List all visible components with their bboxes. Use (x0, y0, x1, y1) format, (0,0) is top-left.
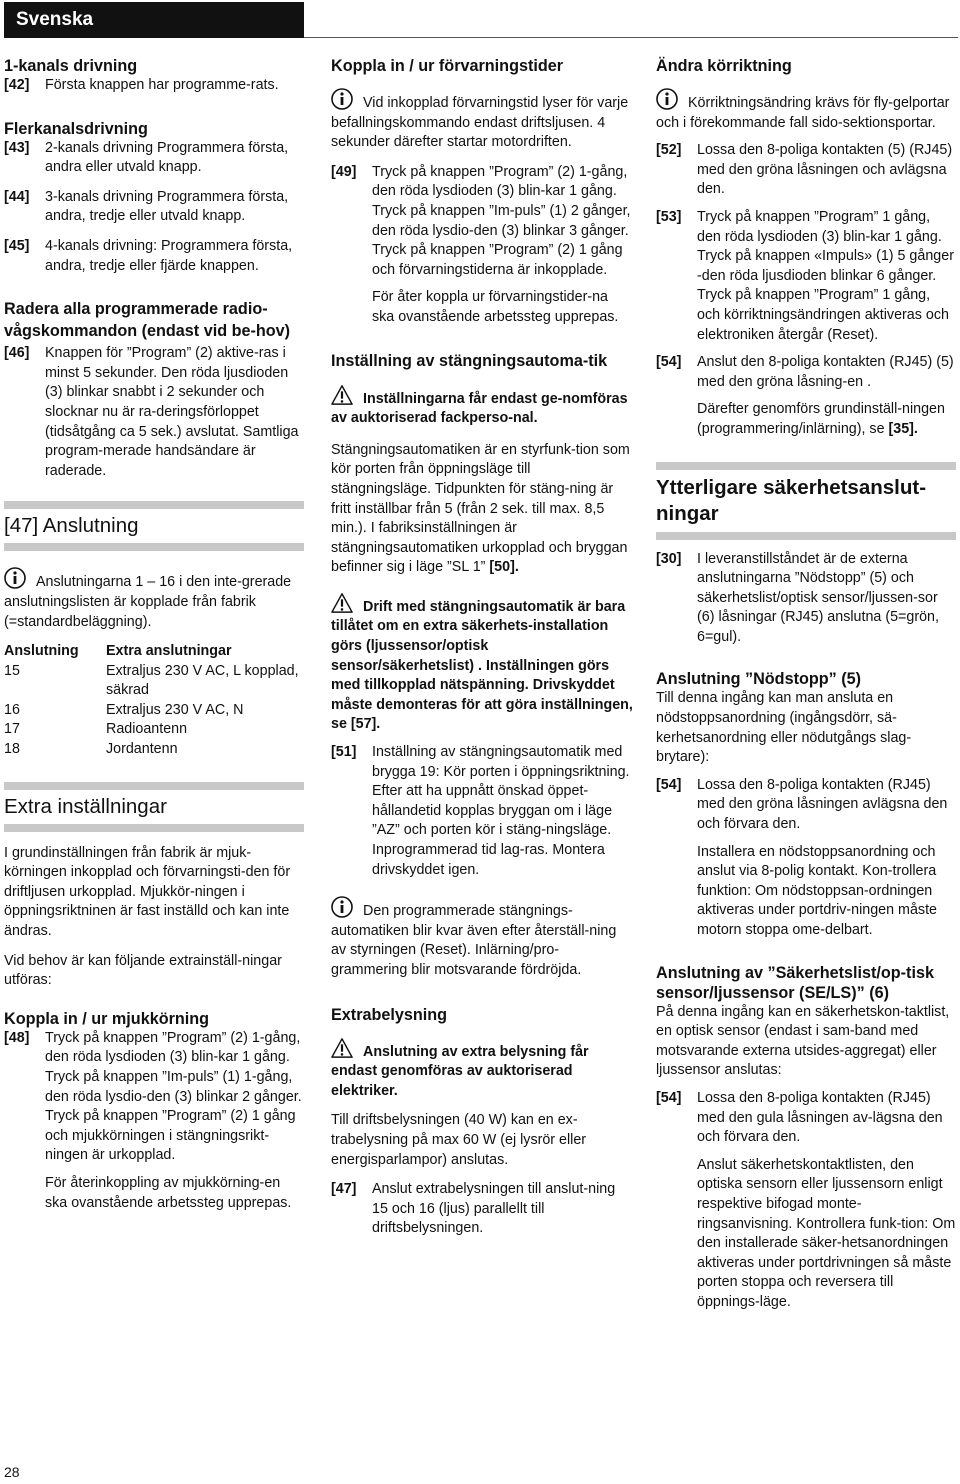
section-title: Ytterligare säkerhetsanslut-ningar (656, 475, 927, 525)
ref-text: 4-kanals drivning: Programmera första, andra, tredje eller fjärde knappen. (45, 237, 293, 274)
table-cell: 16 (4, 701, 20, 718)
ref-number: [42] (4, 77, 30, 93)
info-note-warning (331, 88, 633, 153)
column-1 (4, 56, 304, 1213)
paragraph-warning-2: För åter koppla ur förvarningstider-na ska ovanstående arbetssteg upprepas. (372, 289, 619, 325)
paragraph-extra-1: I grundinställningen från fabrik är mjuk-körningen inkopplad och förvarningsti-den för driftljusen urkopplad. Mjukkör-ningen i öppningsriktninen är fast inställd och kan inte ändras. (4, 844, 291, 940)
section-title: Extra inställningar (4, 794, 167, 818)
heading-safety-edge: Anslutning av ”Säkerhetslist/op-tisk sensor/ljussensor (SE/LS)” (6) (656, 963, 934, 1002)
heading-erase: Radera alla programmerade radio-vågskommandon (endast vid be-hov) (4, 300, 291, 341)
paragraph-auto-1 (331, 441, 633, 578)
ref-number: [54] (656, 354, 682, 371)
info-note-connection (4, 567, 304, 632)
figure-ref: [35]. (888, 420, 918, 437)
language-tab (4, 2, 304, 38)
ref-54-direction (656, 353, 956, 392)
ref-number: [46] (4, 345, 30, 362)
paragraph-extra-2: Vid behov är kan följande extrainställ-ningar utföras: (4, 952, 282, 989)
ref-30 (656, 550, 956, 648)
paragraph-light-1: Till driftsbelysningen (40 W) kan en ex-trabelysning på max 60 W (ej lysrör eller energisparlampor) anslutas. (331, 1112, 587, 1168)
table-cell: 15 (4, 662, 20, 679)
note-text: Vid inkopplad förvarningstid lyser för varje befallningskommando endast driftsljusen. 4 sekunder därefter startar motordriften. (331, 95, 629, 151)
ref-number: [49] (331, 163, 357, 180)
page-number: 28 (4, 1464, 20, 1480)
column-2 (331, 56, 633, 1239)
ref-number: [51] (331, 744, 357, 761)
paragraph-estop-2: Installera en nödstoppsanordning och anslut via 8-polig kontakt. Kon-trollera funktion: Om nödstoppsan-ordningen aktiveras under portdriv-ningen måste motorn stoppa ome-delbart. (697, 843, 937, 938)
paragraph-estop-1: Till denna ingång kan man ansluta en nödstoppsanordning (ingångsdörr, sä-kerhetsanordning eller nödutgångs slag-brytare): (656, 690, 912, 766)
warning-text: Anslutning av extra belysning får endast genomföras av auktoriserad elektriker. (331, 1043, 589, 1099)
heading-soft-run: Koppla in / ur mjukkörning (4, 1009, 210, 1028)
ref-42 (4, 76, 304, 96)
paragraph-direction-2 (656, 400, 956, 439)
info-note-direction (656, 88, 956, 133)
ref-text: I leveranstillståndet är de externa anslutningarna ”Nödstopp” (5) och säkerhetslist/optisk sensor/ljussen-sor (6) låsningar (RJ45) anslutna (5=grön, 6=gul). (697, 550, 939, 645)
table-cell: 17 (4, 721, 20, 738)
ref-number: [44] (4, 188, 30, 205)
ref-text: Anslut den 8-poliga kontakten (RJ45) (5) med den gröna låsning-en . (697, 354, 954, 390)
connection-table (4, 642, 304, 760)
table-header-connection: Anslutning (4, 643, 79, 660)
ref-text: 2-kanals drivning Programmera första, andra eller utvald knapp. (45, 139, 289, 176)
table-cell: Extraljus 230 V AC, L kopplad, säkrad (106, 662, 299, 699)
note-text: Anslutningarna 1 – 16 i den inte-grerade anslutningslisten är kopplade från fabrik (=standardbeläggning). (4, 574, 292, 630)
info-icon (656, 88, 678, 110)
header-rule (304, 37, 958, 38)
warning-note-light (331, 1037, 633, 1102)
column-3 (656, 56, 956, 1313)
ref-number: [30] (656, 550, 682, 567)
ref-number: [48] (4, 1029, 30, 1046)
table-header-extra: Extra anslutningar (106, 643, 232, 660)
figure-ref: [50]. (489, 559, 519, 576)
ref-54-estop (656, 776, 956, 835)
info-icon (331, 88, 353, 110)
ref-number: [47] (331, 1181, 357, 1198)
language-label: Svenska (16, 9, 94, 30)
info-icon (4, 567, 26, 589)
heading-warning-times: Koppla in / ur förvarningstider (331, 57, 564, 75)
ref-43 (4, 139, 304, 178)
paragraph-text: Därefter genomförs grundinställ-ningen (programmering/inlärning), se (697, 401, 945, 437)
ref-number: [43] (4, 139, 30, 156)
ref-text: Tryck på knappen ”Program” (2) 1-gång, den röda lysdioden (3) blin-kar 1 gång. Tryck på knappen ”Im-puls” (1) 1-gång, den röda lysdio-den (3) blinkar 2 gånger. Tryck på knappen ”Program” (2) 1 gång och mjukkörningen i stängningsrikt-ningen är urkopplad. (45, 1029, 302, 1164)
ref-54-safety-edge (656, 1089, 956, 1148)
paragraph-text: Stängningsautomatiken är en styrfunk-tion som kör porten från öppningsläge till stängningsläge. Tidpunkten för stäng-ning är fritt inställbar från 5 (från 2 sek. till max. 8,5 min.). I fabriksinställningen är stängningsautomatiken urkopplad och bryggan befinner sig i läge ”SL 1” (331, 441, 630, 576)
heading-multi-channel: Flerkanalsdrivning (4, 119, 148, 138)
ref-text: Anslut extrabelysningen till anslut-ning 15 och 16 (ljus) parallellt till driftsbelysningen. (372, 1181, 616, 1237)
ref-48 (4, 1029, 304, 1166)
ref-number: [54] (656, 1089, 682, 1106)
section-title: [47] Anslutning (4, 514, 139, 538)
table-cell: 18 (4, 741, 20, 758)
ref-text: Tryck på knappen ”Program” (2) 1-gång, den röda lysdioden (3) blin-kar 1 gång. Tryck på knappen ”Im-puls” (1) 2 gånger, den röda lysdio-den (3) blinkar 3 gånger. Tryck på knappen ”Program” (2) 1 gång och förvarningstiderna är inkopplade. (372, 163, 631, 278)
table-cell: Extraljus 230 V AC, N (106, 701, 244, 718)
note-text: Körriktningsändring krävs för fly-gelportar och i förekommande fall sido-sektionsportar. (656, 95, 950, 131)
ref-text: Lossa den 8-poliga kontakten (RJ45) med den gula låsningen av-lägsna den och förvara den. (697, 1089, 943, 1146)
heading-single-channel: 1-kanals drivning (4, 57, 138, 75)
paragraph-soft-run-2: För återinkoppling av mjukkörning-en ska ovanstående arbetssteg upprepas. (45, 1174, 292, 1211)
ref-number: [52] (656, 142, 682, 159)
paragraph-safety-edge-2: Anslut säkerhetskontaktlisten, den optiska sensorn eller ljussensorn enligt respektive bifogad monte-ringsanvisning. Kontrollera funk-tion: Om den installerade säker-hetsanordningen aktiveras under portdrivningen så måste porten stoppa och reversera till öppnings-läge. (697, 1156, 956, 1310)
ref-text: Lossa den 8-poliga kontakten (5) (RJ45) med den gröna låsningen och avlägsna den. (697, 142, 953, 198)
ref-text: Tryck på knappen ”Program” 1 gång, den röda lysdioden (3) blin-kar 1 gång. Tryck på knappen «Impuls» (1) 5 gånger -den röda ljusdioden blinkar 6 gånger. Tryck på knappen ”Program” 1 gång, och körriktningsändringen aktiveras och elektroniken återgår (Reset). (697, 208, 954, 343)
heading-direction: Ändra körriktning (656, 57, 792, 75)
table-cell: Jordantenn (106, 741, 178, 758)
ref-45 (4, 237, 304, 276)
ref-number: [54] (656, 776, 682, 793)
warning-note-auto-2 (331, 592, 633, 735)
section-heading-extra-settings (4, 782, 304, 832)
ref-52 (656, 141, 956, 200)
ref-number: [53] (656, 208, 682, 225)
heading-auto-close: Inställning av stängningsautoma-tik (331, 351, 608, 370)
ref-47 (331, 1180, 633, 1239)
heading-extra-light: Extrabelysning (331, 1005, 448, 1024)
warning-icon (331, 384, 353, 406)
section-heading-connection (4, 501, 304, 551)
section-heading-safety (656, 462, 956, 540)
ref-text: 3-kanals drivning Programmera första, andra, tredje eller utvald knapp. (45, 188, 289, 225)
warning-text: Inställningarna får endast ge-nomföras av auktoriserad fackperso-nal. (331, 390, 628, 427)
ref-text: Första knappen har programme-rats. (45, 77, 279, 93)
warning-text: Drift med stängningsautomatik är bara tillåtet om en extra säkerhets-installation görs (ljussensor/optisk sensor/säkerhetslist) . Inställningen görs med tillkopplad nätspänning. Drivskyddet måste demonteras för att göra inställningen, se [57]. (331, 598, 633, 733)
ref-number: [45] (4, 237, 30, 254)
info-note-auto (331, 896, 633, 980)
note-text: Den programmerade stängnings-automatiken blir kvar även efter återställ-ning av styrningen (Reset). Inlärning/pro-grammering blir motsvarande fördröjda. (331, 903, 617, 978)
ref-53 (656, 208, 956, 345)
warning-note-auto-1 (331, 384, 633, 429)
ref-51 (331, 743, 633, 880)
ref-46 (4, 344, 304, 481)
heading-emergency-stop: Anslutning ”Nödstopp” (5) (656, 670, 862, 689)
paragraph-safety-edge-1: På denna ingång kan en säkerhetskon-taktlist, en optisk sensor (endast i sam-band med motsvarande externa utsides-aggregat) eller ljussensor anslutas: (656, 1003, 950, 1079)
table-cell: Radioantenn (106, 721, 188, 738)
ref-text: Inställning av stängningsautomatik med brygga 19: Kör porten i öppningsriktning. Efter att ha uppnått önskad öppet-hållandetid kopplas bryggan om i läge ”AZ” och porten kör i stäng-ningsläge. Inprogrammerad tid lag-ras. Montera drivskyddet igen. (372, 744, 630, 878)
warning-icon (331, 592, 353, 614)
warning-icon (331, 1037, 353, 1059)
info-icon (331, 896, 353, 918)
ref-text: Lossa den 8-poliga kontakten (RJ45) med den gröna låsningen avlägsna den och förvara den. (697, 776, 948, 833)
ref-49 (331, 163, 633, 281)
ref-text: Knappen för ”Program” (2) aktive-ras i minst 5 sekunder. Den röda ljusdioden (3) blinkar snabbt i 2 sekunder och slocknar nu är ra-deringsförloppet (tidsåtgång ca 5 sek.) avslutat. Samtliga program-merade handsändare är raderade. (45, 345, 299, 479)
ref-44 (4, 188, 304, 227)
